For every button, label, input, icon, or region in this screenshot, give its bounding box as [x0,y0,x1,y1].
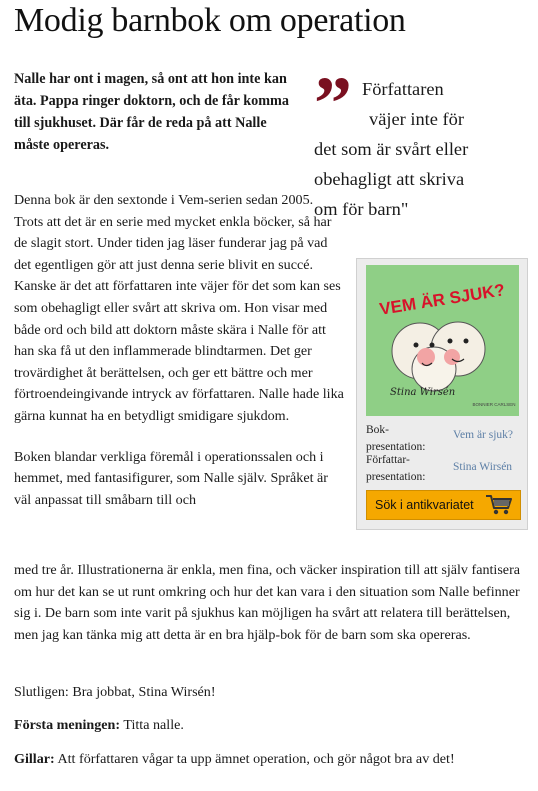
cover-title: VEM ÄR SJUK? [378,280,507,319]
likes [14,749,529,771]
search-antiquarian-label: Sök i antikvariatet [375,498,474,512]
likes-text: Att författaren vågar ta upp ämnet operation, och gör något bra av det! [54,751,455,767]
pull-quote-line: om för barn" [314,199,409,219]
cover-author: Stina Wirsén [390,387,456,398]
first-sentence [14,715,529,737]
article-title: Modig barnbok om operation [14,2,406,39]
author-presentation-label: Författar- presentation: [366,454,426,483]
pull-quote-line: obehagligt att skriva [314,169,465,189]
conclusion [14,682,529,704]
article-body-full [14,560,529,646]
author-presentation-link[interactable]: Stina Wirsén [453,461,513,473]
cover-publisher: BONNIER CARLSEN [472,402,516,407]
book-cover-illustration [366,265,519,416]
pull-quote [314,62,534,224]
search-antiquarian-button[interactable] [366,490,521,520]
pull-quote-line: väjer inte för [369,109,464,129]
book-cover[interactable] [366,265,519,416]
book-presentation-label: Bok- presentation: [366,424,426,453]
paragraph-2-start: Boken blandar verkliga föremål i operationssalen och i hemmet, med fantasifigurer, som Nalle själv. Språket är väl anpassat till småbarn till och [14,448,328,508]
cart-icon [485,493,513,517]
quote-mark-icon: ” [314,62,352,146]
article-lead: Nalle har ont i magen, så ont att hon inte kan äta. Pappa ringer doktorn, och de får komma till sjukhuset. Där får de reda på att Nalle måste opereras. [14,71,289,153]
likes-label: Gillar: [14,751,55,767]
paragraph-1: Denna bok är den sextonde i Vem-serien sedan 2005. Trots att det är en serie med mycket enkla böcker, så har de slagit stort. Under tiden jag läser funderar jag på vad det egentligen gör att just denna serie blivit en succé. Kanske är det att författaren inte väjer för det som kan ses som obehagligt eller svårt att skriva om. Hon visar med både ord och bild att doktorn måste skära i Nalle för att han ska få ut den inflammerade blindtarmen. Det ger trovärdighet åt berättelsen, och ger ett bättre och mer förtroendeingivande intryck av författaren. Nalle hade lika gärna kunnat ha en betydligt smidigare sjukdom. [14,192,344,424]
first-sentence-text: Titta nalle. [120,717,184,733]
article-body-column [14,190,344,511]
conclusion-text: Slutligen: Bra jobbat, Stina Wirsén! [14,684,216,700]
pull-quote-line: det som är svårt eller [314,139,469,159]
book-presentation-link[interactable]: Vem är sjuk? [453,429,514,441]
paragraph-2-end: med tre år. Illustrationerna är enkla, men fina, och väcker inspiration till att själv fantisera om hur det kan se ut runt omkring och hur det kan vara i den situation som Nalle befinner sig i. De barn som inte varit på sjukhus kan möjligen ha svårt att relatera till berättelsen, men jag kan tänka mig att detta är en bra hjälp-bok för de barn som ska opereras. [14,562,521,643]
first-sentence-label: Första meningen: [14,717,121,733]
book-info-box [356,258,528,530]
pull-quote-line: Författaren [362,79,444,99]
